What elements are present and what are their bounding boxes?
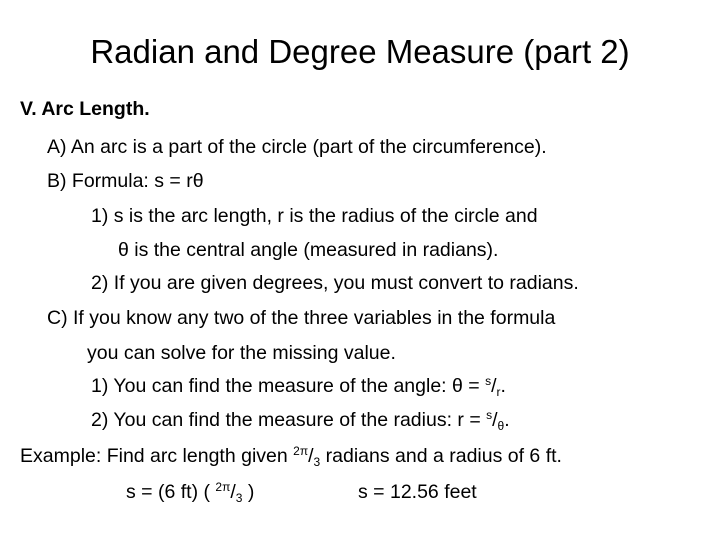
point-c2	[91, 407, 510, 433]
fraction-slash: /	[491, 375, 497, 397]
fraction-numerator: s	[485, 374, 492, 388]
solution-prefix: s = (6 ft) (	[126, 481, 216, 503]
solution-formula	[126, 479, 254, 505]
fraction-denominator: r	[496, 385, 501, 399]
fraction-slash: /	[308, 445, 314, 467]
period: .	[500, 375, 506, 397]
fraction-numerator: 2π	[215, 480, 231, 494]
point-c1-text: 1) You can find the measure of the angle: θ =	[91, 375, 486, 397]
slide-title: Radian and Degree Measure (part 2)	[90, 33, 630, 70]
fraction-slash: /	[492, 409, 498, 431]
fraction-denominator: 3	[313, 455, 321, 469]
point-b1-line2: θ is the central angle (measured in radians).	[118, 239, 499, 261]
period: .	[504, 409, 510, 431]
point-c-line2: you can solve for the missing value.	[87, 342, 396, 364]
section-heading: V. Arc Length.	[20, 98, 150, 120]
example-prefix: Example: Find arc length given	[20, 445, 294, 467]
example-suffix: radians and a radius of 6 ft.	[320, 445, 562, 467]
fraction-denominator: θ	[497, 419, 505, 433]
fraction-slash: /	[230, 481, 236, 503]
point-c2-text: 2) You can find the measure of the radius: r =	[91, 409, 487, 431]
solution-close: )	[242, 481, 255, 503]
solution-result: s = 12.56 feet	[358, 481, 477, 503]
point-c-line1: C) If you know any two of the three variables in the formula	[47, 307, 556, 329]
point-b: B) Formula: s = rθ	[47, 170, 204, 192]
fraction-denominator: 3	[235, 491, 243, 505]
example-line	[20, 443, 562, 469]
point-a: A) An arc is a part of the circle (part of the circumference).	[47, 136, 547, 158]
point-c1	[91, 373, 506, 399]
fraction-numerator: 2π	[293, 444, 309, 458]
point-b1-line1: 1) s is the arc length, r is the radius of the circle and	[91, 205, 538, 227]
fraction-numerator: s	[486, 408, 493, 422]
point-b2: 2) If you are given degrees, you must convert to radians.	[91, 272, 579, 294]
